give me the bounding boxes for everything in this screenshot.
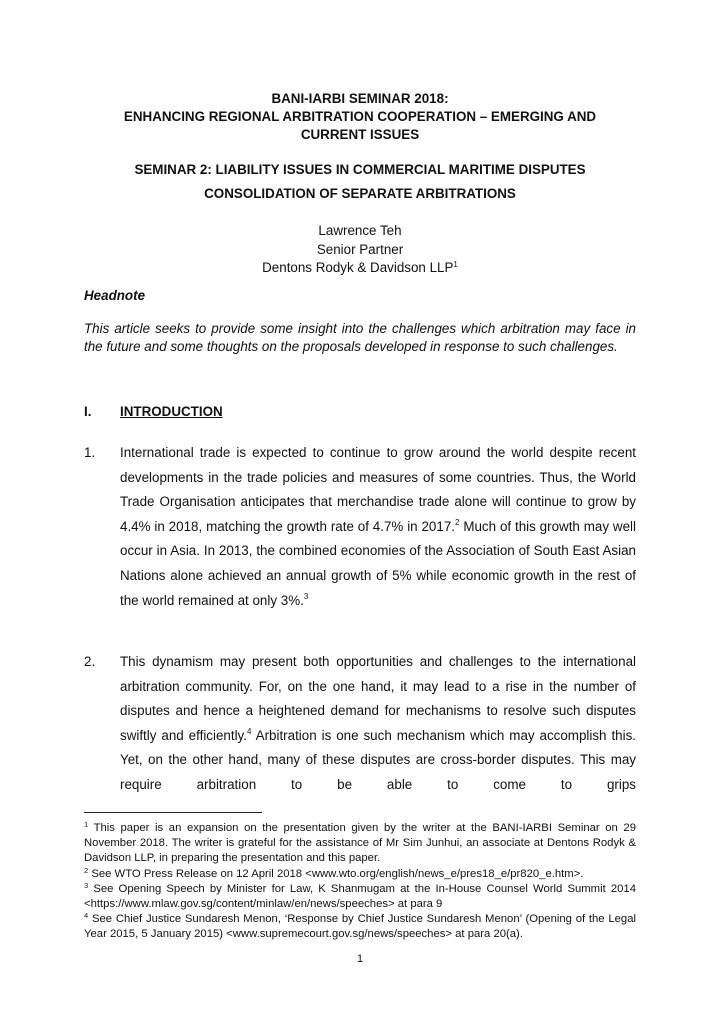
paragraph-text-part: International trade is expected to continue to grow around the world despite recent developments in the trade policies and measures of some countries. Thus, the World Trade Organisation anticipates that merchandise trade alone will continue to grow by 4.4% in 2018, matching the growth rate of 4.7% in 2017. [120,445,636,534]
footnote-4 [84,912,636,942]
title-line-1: BANI-IARBI SEMINAR 2018: [271,91,449,106]
paragraph-text [120,650,636,798]
footnote-1 [84,821,636,867]
author-name: Lawrence Teh [318,223,402,238]
footnote-ref: 2 [455,517,460,527]
paragraph-text-part: Arbitration is one such mechanism which may accomplish this. Yet, on the other hand, many of these disputes are cross-border disputes. This may require arbitration to be able to come to grips [120,727,636,792]
footnote-ref: 4 [246,726,252,736]
footnote-divider [84,812,262,813]
paragraph-text-part: Much of this growth may well occur in Asia. In 2013, the combined economies of the Association of South East Asian Nations alone achieved an annual growth of 5% while economic growth in the rest of the world remained at only 3%. [120,518,636,608]
footnote-text: See WTO Press Release on 12 April 2018 <www.wto.org/english/news_e/pres18_e/pr820_e.htm>. [91,867,584,880]
paragraph-2 [84,650,636,798]
footnote-ref: 3 [303,591,309,601]
footnote-2 [84,867,636,882]
section-heading [84,404,223,419]
footnotes [84,821,636,943]
paragraph-number: 2. [84,654,96,669]
footnote-text: See Chief Justice Sundaresh Menon, ‘Response by Chief Justice Sundaresh Menon’ (Opening of the Legal Year 2015, 5 January 2015) <www.supremecourt.gov.sg/news/speeches> at para 20(a). [84,913,636,941]
author-firm: Dentons Rodyk & Davidson LLP [262,260,454,275]
author-block [80,222,640,278]
author-position: Senior Partner [316,241,404,257]
section-title: INTRODUCTION [120,404,223,419]
footnote-number: 3 [84,880,89,890]
document-title [80,90,640,144]
page-number: 1 [356,953,364,965]
headnote-text: This article seeks to provide some insight into the challenges which arbitration may face in the future and some thoughts on the proposals developed in response to such challenges. [84,321,636,355]
footnote-number: 1 [84,820,89,829]
paragraph-text [120,441,636,613]
footnote-3 [84,882,636,912]
paper-subtitle: CONSOLIDATION OF SEPARATE ARBITRATIONS [204,186,516,201]
footnote-text: This paper is an expansion on the presentation given by the writer at the BANI-IARBI Seminar on 29 November 2018. The writer is grateful for the assistance of Mr Sim Junhui, an associate at Dentons Rodyk & Davidson LLP, in preparing the presentation and this paper. [84,822,636,865]
footnote-number: 2 [84,865,89,875]
title-line-3: CURRENT ISSUES [300,127,420,142]
section-number: I. [84,404,92,419]
footnote-text: See Opening Speech by Minister for Law, K Shanmugam at the In-House Counsel World Summit 2014 <https://www.mlaw.gov.sg/content/minlaw/en/news/speeches> at para 9 [84,882,636,911]
headnote-label: Headnote [84,288,146,303]
seminar-heading: SEMINAR 2: LIABILITY ISSUES IN COMMERCIAL MARITIME DISPUTES [134,162,586,177]
paragraph-number: 1. [84,445,96,460]
footnote-number: 4 [84,911,89,921]
paragraph-1 [84,441,636,613]
footnote-ref: 1 [453,260,458,269]
paragraph-text-part: This dynamism may present both opportunities and challenges to the international arbitration community. For, on the one hand, it may lead to a rise in the number of disputes and hence a heightened demand for mechanisms to resolve such disputes swiftly and efficiently. [120,654,636,743]
author-firm-line [80,259,640,278]
title-line-2: ENHANCING REGIONAL ARBITRATION COOPERATION – EMERGING AND [123,109,597,124]
